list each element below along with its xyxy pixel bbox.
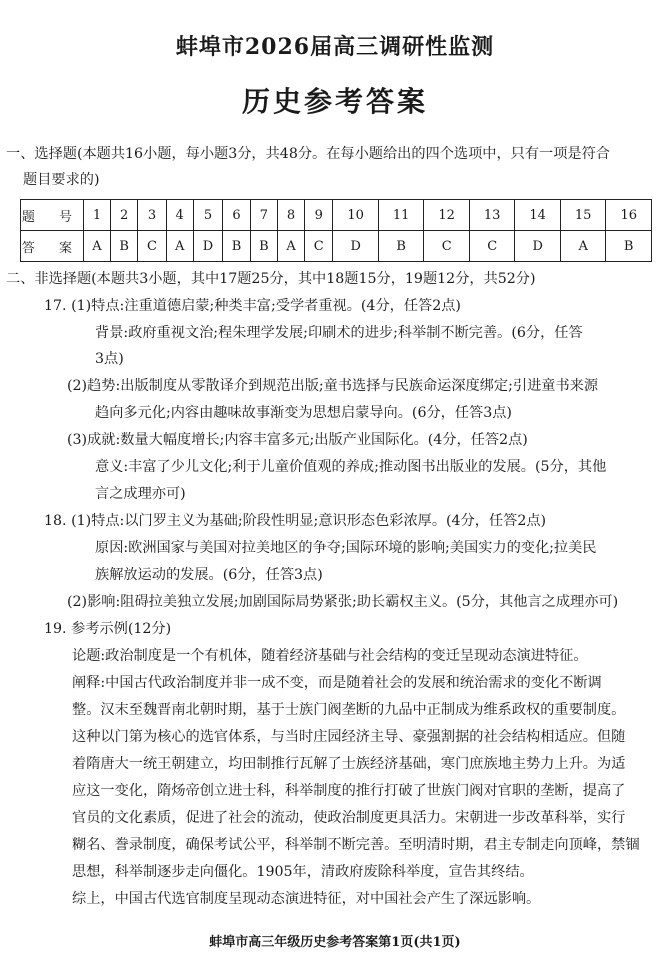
answer-line: (2)趋势:出版制度从零散译介到规范出版;童书选择与民族命运深度绑定;引进童书来源 [67,378,599,394]
answer-cell: C [424,231,470,262]
question-number: 7 [250,200,277,231]
answer-line: 思想，科举制逐步走向僵化。1905年，清政府废除科举度，宣告其终结。 [72,864,534,880]
question-number: 8 [278,200,305,231]
section1-heading-cont: 题目要求的) [23,172,100,188]
answer-line: (2)影响:阻碍拉美独立发展;加剧国际局势紧张;助长霸权主义。(5分，其他言之成理亦可) [67,594,619,610]
question-number: 15 [560,200,606,231]
question-number-row [21,200,652,231]
answer-cell: D [333,231,379,262]
answer-line: 整。汉末至魏晋南北朝时期，基于士族门阀垄断的九品中正制成为维系政权的重要制度。 [72,702,626,718]
answer-row [21,231,652,262]
question-number: 2 [110,200,137,231]
answer-cell: B [110,231,137,262]
section2-heading: 二、非选择题(本题共3小题，其中17题25分，其中18题15分，19题12分，共52分) [6,271,536,287]
answer-table [20,199,652,262]
answer-cell: B [250,231,277,262]
answer-line: 19. 参考示例(12分) [44,621,172,637]
question-number: 9 [305,200,333,231]
doc-subtitle: 历史参考答案 [241,85,428,118]
answer-cell: A [166,231,193,262]
answer-line: 论题:政治制度是一个有机体，随着经济基础与社会结构的变迁呈现动态演进特征。 [72,648,588,664]
answer-line: 18. (1)特点:以门罗主义为基础;阶段性明显;意识形态色彩浓厚。(4分，任答2点) [44,513,547,529]
row-header-number: 题 号 [21,200,84,231]
page-footer: 蚌埠市高三年级历史参考答案第1页(共1页) [209,935,461,950]
answer-cell: A [560,231,606,262]
answer-line: 着隋唐大一统王朝建立，均田制推行瓦解了士族经济基础，寒门庶族地主势力上升。为适 [72,756,626,772]
answer-cell: D [193,231,223,262]
answer-line: 趋向多元化;内容由趣味故事渐变为思想启蒙导向。(6分，任答3点) [95,405,512,421]
question-number: 1 [84,200,111,231]
answer-cell: B [606,231,652,262]
answer-cell: D [515,231,561,262]
answer-line: 背景:政府重视文治;程朱理学发展;印刷术的进步;科举制不断完善。(6分，任答 [95,325,583,341]
question-number: 5 [193,200,223,231]
answer-cell: A [84,231,111,262]
row-header-answer: 答 案 [21,231,84,262]
exam-title: 蚌埠市2026届高三调研性监测 [175,34,495,60]
answer-line: 原因:欧洲国家与美国对拉美地区的争夺;国际环境的影响;美国实力的变化;拉美民 [95,540,597,556]
answer-line: 应这一变化，隋炀帝创立进士科，科举制度的推行打破了世族门阀对官职的垄断，提高了 [72,783,626,799]
answer-line: 综上，中国古代选官制度呈现动态演进特征，对中国社会产生了深远影响。 [72,891,541,907]
answer-line: 17. (1)特点:注重道德启蒙;种类丰富;受学者重视。(4分，任答2点) [44,298,461,314]
answer-line: 族解放运动的发展。(6分，任答3点) [95,567,323,583]
answer-line: 糊名、誊录制度，确保考试公平，科举制不断完善。至明清时期，君主专制走向顶峰，禁锢 [72,837,640,853]
question-number: 16 [606,200,652,231]
question-number: 4 [166,200,193,231]
answer-cell: C [469,231,515,262]
answer-cell: C [138,231,166,262]
answer-line: 这种以门第为核心的选官体系，与当时庄园经济主导、豪强割据的社会结构相适应。但随 [72,729,626,745]
answer-line: 官员的文化素质，促进了社会的流动，使政治制度更具活力。宋朝进一步改革科举，实行 [72,810,626,826]
answer-cell: A [278,231,305,262]
question-number: 12 [424,200,470,231]
answer-line: 3点) [95,351,124,367]
question-number: 6 [223,200,250,231]
answer-cell: B [378,231,424,262]
question-number: 11 [378,200,424,231]
question-number: 14 [515,200,561,231]
question-number: 10 [333,200,379,231]
question-number: 13 [469,200,515,231]
answer-line: (3)成就:数量大幅度增长;内容丰富多元;出版产业国际化。(4分，任答2点) [67,432,528,448]
answer-cell: B [223,231,250,262]
answer-line: 阐释:中国古代政治制度并非一成不变，而是随着社会的发展和统治需求的变化不断调 [72,675,602,691]
answer-line: 言之成理亦可) [95,486,186,502]
answer-cell: C [305,231,333,262]
section1-heading: 一、选择题(本题共16小题，每小题3分，共48分。在每小题给出的四个选项中，只有一项是符合 [6,146,610,162]
answer-line: 意义:丰富了少儿文化;利于儿童价值观的养成;推动图书出版业的发展。(5分，其他 [95,459,607,475]
question-number: 3 [138,200,166,231]
